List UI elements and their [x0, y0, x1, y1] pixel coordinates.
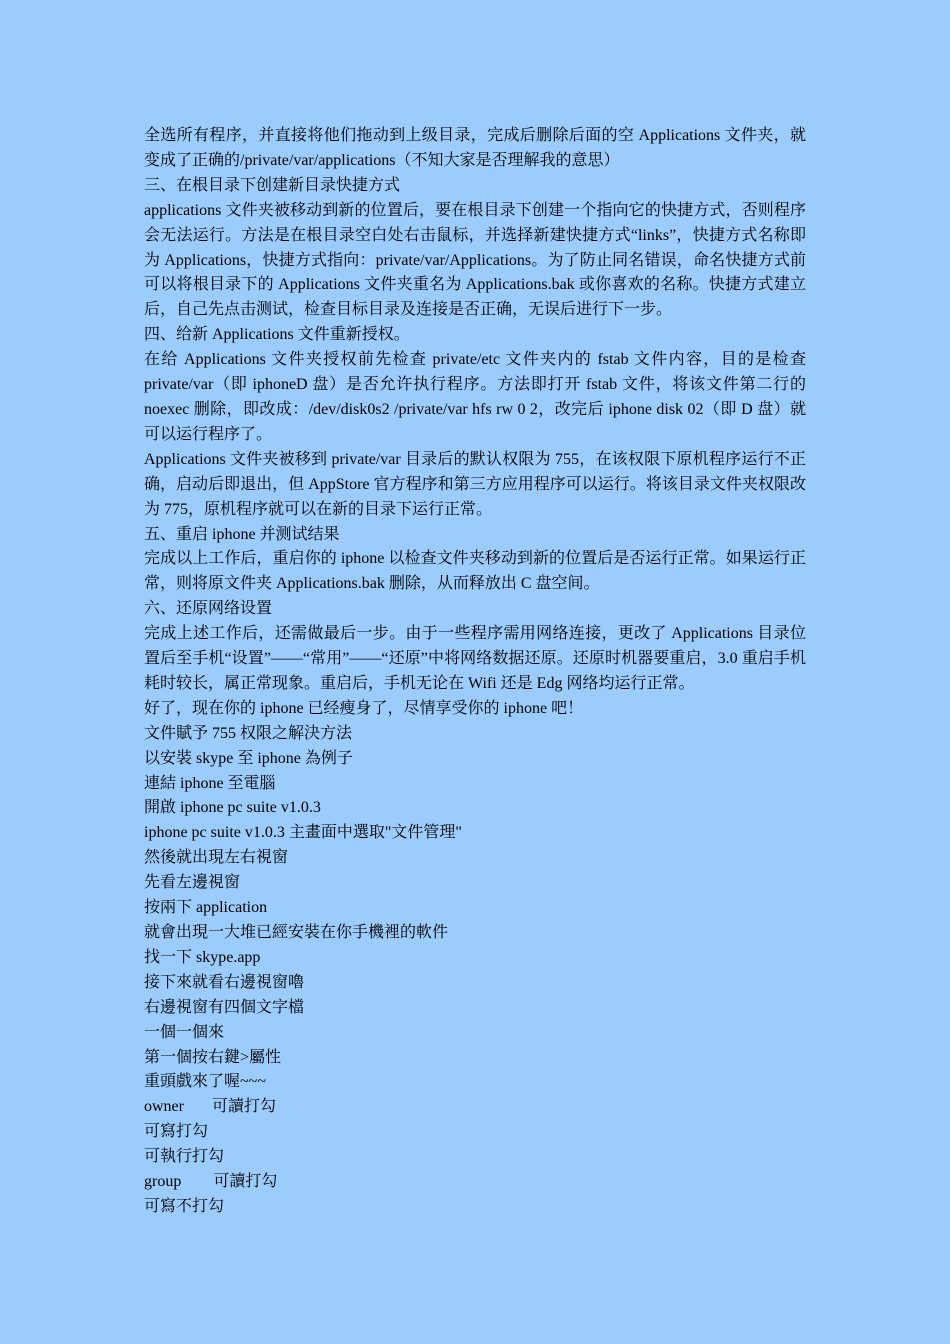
section-heading: 五、重启 iphone 并测试结果 — [144, 525, 340, 543]
paragraph: 完成以上工作后，重启你的 iphone 以检查文件夹移动到新的位置后是否运行正常。如果运行正常，则将原文件夹 Applications.bak 删除，从而释放出 C 盘空间。 — [144, 550, 806, 593]
paragraph: 在给 Applications 文件夹授权前先检查 private/etc 文件夹内的 fstab 文件内容，目的是检查 private/var（即 iphoneD 盘）是否允许执行程序。方法即打开 fstab 文件，将该文件第二行的 noexec 删除，即改成：/dev/disk0s2 /private/var hfs rw 0 2，改完后 iphone disk 02（即 D 盘）就可以运行程序了。 — [144, 351, 806, 443]
text-line: 第一個按右鍵>屬性 — [144, 1048, 282, 1066]
section-heading: 六、还原网络设置 — [144, 600, 273, 618]
text-line: 按兩下 application — [144, 899, 268, 917]
paragraph: 全选所有程序，并直接将他们拖动到上级目录，完成后删除后面的空 Applications 文件夹，就变成了正确的/private/var/applications（不知大家是否理解我的意思） — [144, 127, 806, 169]
text-line: 可執行打勾 — [144, 1148, 225, 1166]
text-line: 接下來就看右邊視窗嚕 — [144, 973, 305, 991]
text-line: 先看左邊視窗 — [144, 874, 241, 892]
text-line: 一個一個來 — [144, 1023, 225, 1041]
text-line: 然後就出現左右視窗 — [144, 849, 289, 867]
text-line: 重頭戲來了喔~~~ — [144, 1073, 266, 1091]
text-line: 右邊視窗有四個文字檔 — [144, 998, 305, 1016]
section-heading: 三、在根目录下创建新目录快捷方式 — [144, 176, 401, 194]
document-body — [144, 124, 806, 1220]
text-line: 文件賦予 755 权限之解決方法 — [144, 724, 353, 742]
paragraph: applications 文件夹被移动到新的位置后，要在根目录下创建一个指向它的快捷方式，否则程序会无法运行。方法是在根目录空白处右击鼠标，并选择新建快捷方式“links”，快捷方式名称即为 Applications，快捷方式指向：private/var/Applications。为了防止同名错误，命名快捷方式前可以将根目录下的 Applications 文件夹重名为 Applications.bak 或你喜欢的名称。快捷方式建立后，自己先点击测试，检查目标目录及连接是否正确，无误后进行下一步。 — [144, 201, 806, 319]
paragraph: 完成上述工作后，还需做最后一步。由于一些程序需用网络连接，更改了 Applications 目录位置后至手机“设置”——“常用”——“还原”中将网络数据还原。还原时机器要重启，3.0 重启手机耗时较长，属正常现象。重启后，手机无论在 Wifi 还是 Edg 网络均运行正常。 — [144, 625, 806, 692]
text-line: owner 可讀打勾 — [144, 1098, 276, 1116]
text-line: 可寫不打勾 — [144, 1197, 225, 1215]
paragraph: Applications 文件夹被移到 private/var 目录后的默认权限为 755，在该权限下原机程序运行不正确，启动后即退出，但 AppStore 官方程序和第三方应用程序可以运行。将该目录文件夹权限改为 775，原机程序就可以在新的目录下运行正常。 — [144, 450, 806, 518]
text-line: 找一下 skype.app — [144, 948, 261, 966]
text-line: 可寫打勾 — [144, 1123, 209, 1141]
text-line: 連結 iphone 至電腦 — [144, 774, 276, 792]
text-line: 以安裝 skype 至 iphone 為例子 — [144, 749, 353, 767]
text-line: iphone pc suite v1.0.3 主畫面中選取"文件管理" — [144, 824, 462, 842]
text-line: group 可讀打勾 — [144, 1173, 278, 1191]
text-line: 就會出現一大堆已經安裝在你手機裡的軟件 — [144, 924, 449, 941]
paragraph: 好了，现在你的 iphone 已经瘦身了，尽情享受你的 iphone 吧！ — [144, 699, 584, 717]
section-heading: 四、给新 Applications 文件重新授权。 — [144, 326, 410, 344]
text-line: 開啟 iphone pc suite v1.0.3 — [144, 799, 321, 817]
